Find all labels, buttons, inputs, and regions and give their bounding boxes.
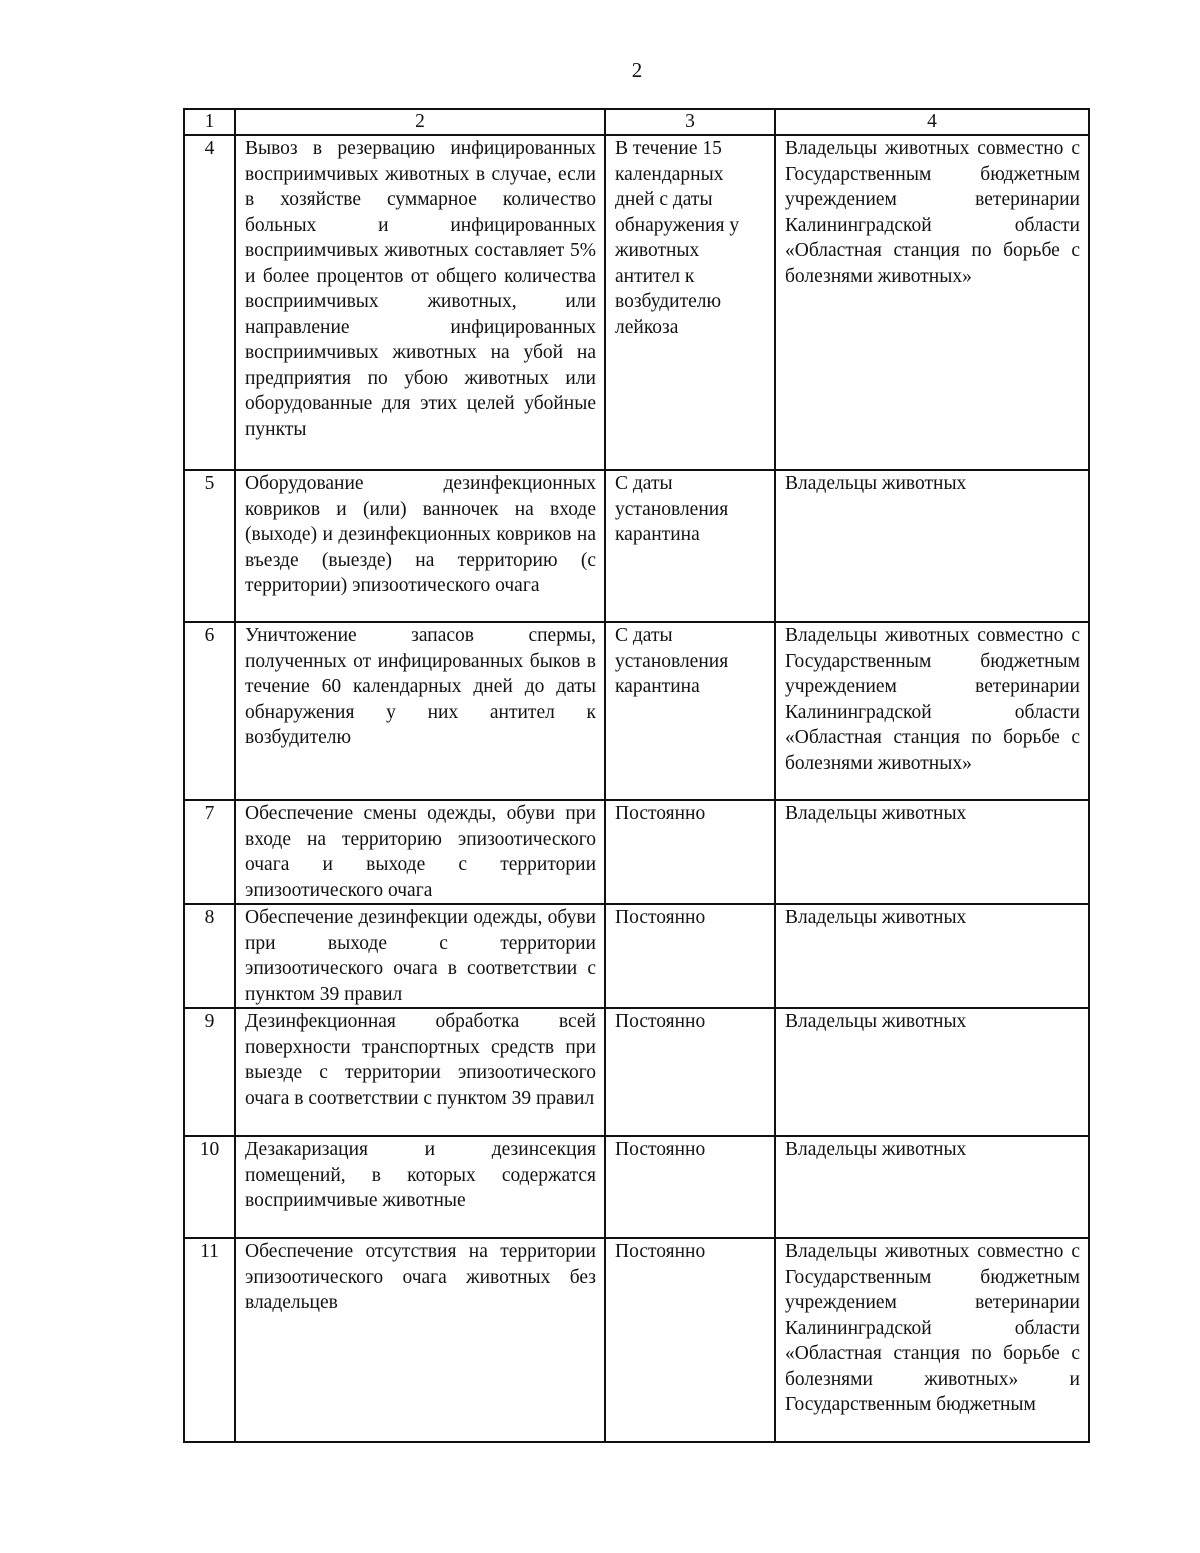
column-header: 4 bbox=[775, 109, 1089, 135]
measure-cell: Вывоз в резервацию инфицированных восприимчивых животных в случае, если в хозяйстве суммарное количество больных и инфицированных восприимчивых животных составляет 5% и более процентов от общего количества восприимчивых животных, или направление инфицированных восприимчивых животных на убой на предприятия по убою животных или оборудованные для этих целей убойные пункты bbox=[235, 135, 605, 470]
measures-table bbox=[183, 108, 1090, 1443]
row-number: 5 bbox=[184, 470, 235, 622]
responsible-cell: Владельцы животных совместно с Государственным бюджетным учреждением ветеринарии Калининградской области «Областная станция по борьбе с болезнями животных» bbox=[775, 135, 1089, 470]
measure-cell: Уничтожение запасов спермы, полученных от инфицированных быков в течение 60 календарных дней до даты обнаружения у них антител к возбудителю bbox=[235, 622, 605, 800]
measure-cell: Дезинфекционная обработка всей поверхности транспортных средств при выезде с территории эпизоотического очага в соответствии с пунктом 39 правил bbox=[235, 1008, 605, 1136]
table-row bbox=[184, 622, 1089, 800]
row-number: 6 bbox=[184, 622, 235, 800]
table-row bbox=[184, 1008, 1089, 1136]
row-number: 4 bbox=[184, 135, 235, 470]
term-cell: С даты установления карантина bbox=[605, 622, 775, 800]
term-cell: Постоянно bbox=[605, 904, 775, 1008]
table-header-row bbox=[184, 109, 1089, 135]
measure-cell: Обеспечение отсутствия на территории эпизоотического очага животных без владельцев bbox=[235, 1238, 605, 1442]
table-row bbox=[184, 470, 1089, 622]
table-row bbox=[184, 1136, 1089, 1238]
term-cell: Постоянно bbox=[605, 1008, 775, 1136]
column-header: 3 bbox=[605, 109, 775, 135]
row-number: 8 bbox=[184, 904, 235, 1008]
page-number: 2 bbox=[631, 58, 643, 82]
term-cell: В течение 15 календарных дней с даты обнаружения у животных антител к возбудителю лейкоза bbox=[605, 135, 775, 470]
table-row bbox=[184, 904, 1089, 1008]
column-header: 1 bbox=[184, 109, 235, 135]
measure-cell: Обеспечение смены одежды, обуви при входе на территорию эпизоотического очага и выходе с территории эпизоотического очага bbox=[235, 800, 605, 904]
measure-cell: Обеспечение дезинфекции одежды, обуви при выходе с территории эпизоотического очага в соответствии с пунктом 39 правил bbox=[235, 904, 605, 1008]
measure-cell: Оборудование дезинфекционных ковриков и (или) ванночек на входе (выходе) и дезинфекционных ковриков на въезде (выезде) на территорию (с территории) эпизоотического очага bbox=[235, 470, 605, 622]
table-row bbox=[184, 800, 1089, 904]
responsible-cell: Владельцы животных совместно с Государственным бюджетным учреждением ветеринарии Калининградской области «Областная станция по борьбе с болезнями животных» bbox=[775, 622, 1089, 800]
term-cell: Постоянно bbox=[605, 800, 775, 904]
term-cell: Постоянно bbox=[605, 1238, 775, 1442]
table-row bbox=[184, 1238, 1089, 1442]
responsible-cell: Владельцы животных bbox=[775, 904, 1089, 1008]
column-header: 2 bbox=[235, 109, 605, 135]
row-number: 10 bbox=[184, 1136, 235, 1238]
responsible-cell: Владельцы животных bbox=[775, 470, 1089, 622]
row-number: 9 bbox=[184, 1008, 235, 1136]
responsible-cell: Владельцы животных bbox=[775, 1008, 1089, 1136]
term-cell: С даты установления карантина bbox=[605, 470, 775, 622]
row-number: 7 bbox=[184, 800, 235, 904]
table-row bbox=[184, 135, 1089, 470]
row-number: 11 bbox=[184, 1238, 235, 1442]
term-cell: Постоянно bbox=[605, 1136, 775, 1238]
responsible-cell: Владельцы животных bbox=[775, 1136, 1089, 1238]
responsible-cell: Владельцы животных совместно с Государственным бюджетным учреждением ветеринарии Калининградской области «Областная станция по борьбе с болезнями животных» и Государственным бюджетным bbox=[775, 1238, 1089, 1442]
responsible-cell: Владельцы животных bbox=[775, 800, 1089, 904]
measure-cell: Дезакаризация и дезинсекция помещений, в которых содержатся восприимчивые животные bbox=[235, 1136, 605, 1238]
